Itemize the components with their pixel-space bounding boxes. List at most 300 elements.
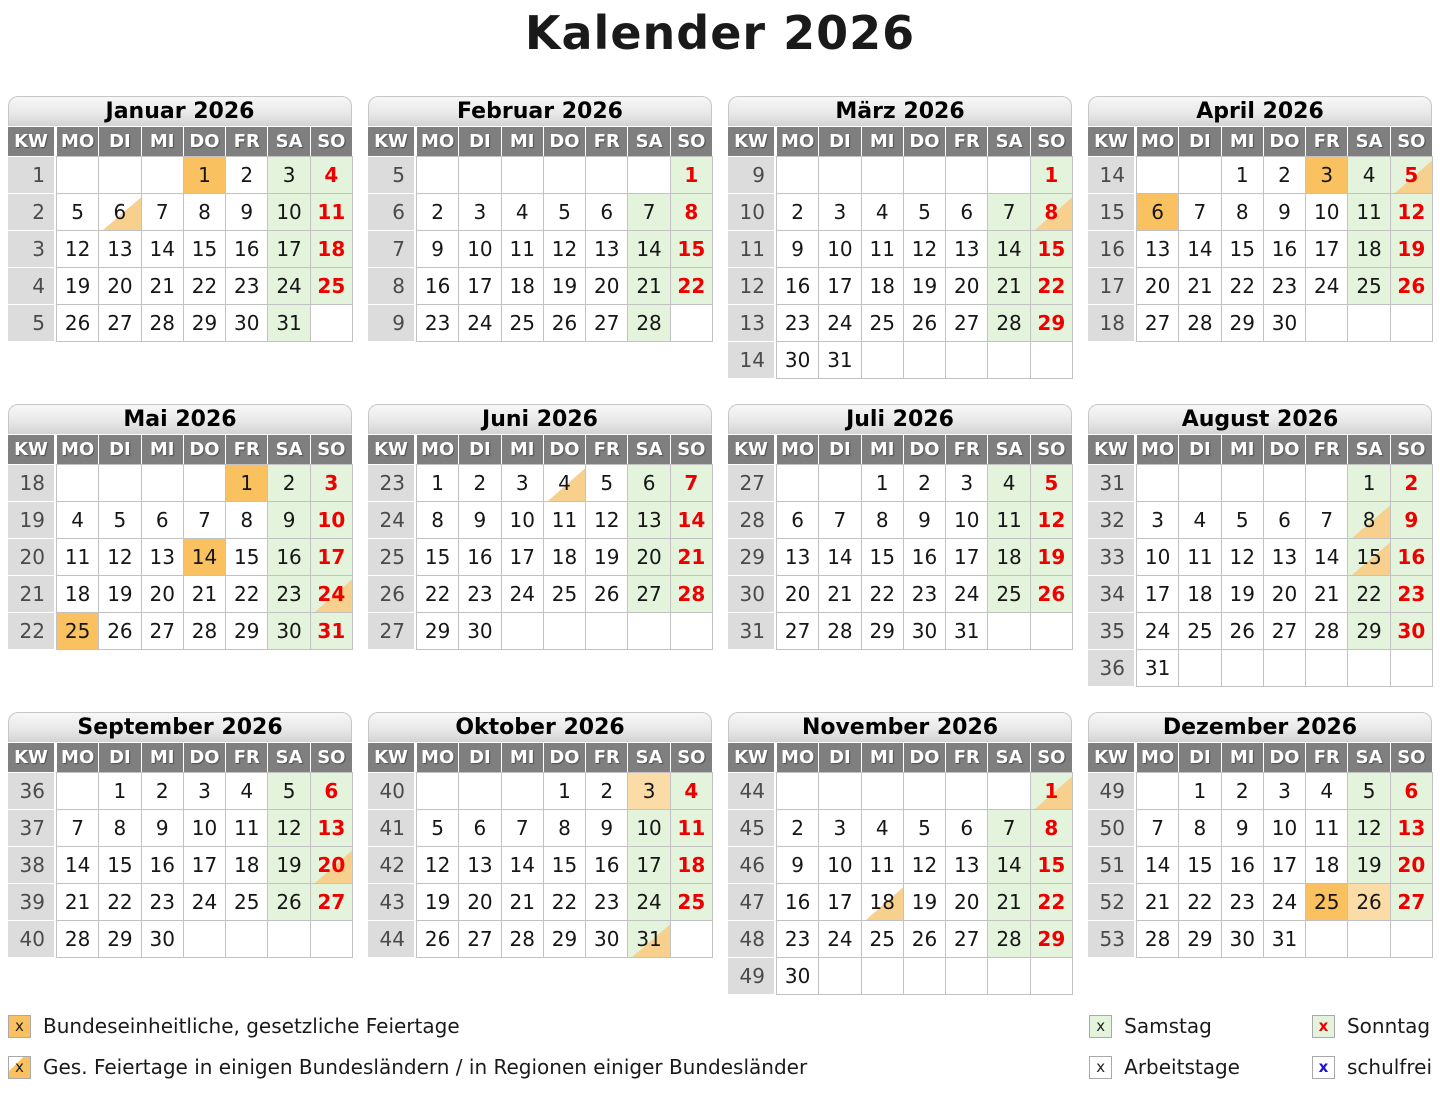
- week-number-cell: 49: [728, 958, 774, 994]
- day-cell: 26: [544, 305, 585, 341]
- day-cell: [819, 958, 860, 994]
- day-cell: 27: [459, 921, 500, 957]
- days-grid: [417, 435, 712, 649]
- day-cell: 13: [1391, 810, 1432, 846]
- day-cell: 23: [1264, 268, 1305, 304]
- month-title: Februar 2026: [368, 96, 712, 126]
- day-cell: 29: [226, 613, 267, 649]
- day-cell: 29: [1031, 305, 1072, 341]
- day-cell: 15: [1348, 539, 1389, 575]
- weekday-header-cell: FR: [586, 743, 627, 772]
- day-cell: 18: [57, 576, 98, 612]
- day-cell: 5: [544, 194, 585, 230]
- day-cell: [502, 773, 543, 809]
- week-number-cell: 37: [8, 810, 54, 846]
- day-cell: 11: [988, 502, 1029, 538]
- day-cell: 13: [1264, 539, 1305, 575]
- week-number-header: KW: [728, 743, 774, 772]
- months-grid: [0, 96, 1440, 1004]
- day-cell: 27: [946, 305, 987, 341]
- week-number-cell: 24: [368, 502, 414, 538]
- day-cell: 19: [544, 268, 585, 304]
- day-cell: 30: [459, 613, 500, 649]
- weekday-header-cell: DI: [819, 743, 860, 772]
- day-cell: 10: [502, 502, 543, 538]
- day-cell: 15: [1031, 847, 1072, 883]
- day-cell: 22: [1179, 884, 1220, 920]
- day-cell: 30: [777, 342, 818, 378]
- week-number-column: [1088, 127, 1134, 341]
- day-cell: 30: [777, 958, 818, 994]
- week-number-cell: 36: [8, 773, 54, 809]
- day-cell: 2: [777, 194, 818, 230]
- day-cell: 20: [628, 539, 669, 575]
- day-cell: 6: [142, 502, 183, 538]
- day-cell: 13: [142, 539, 183, 575]
- week-number-header: KW: [8, 127, 54, 156]
- weekday-header-cell: SO: [671, 127, 712, 156]
- weekday-header-cell: MI: [862, 127, 903, 156]
- week-number-cell: 2: [8, 194, 54, 230]
- day-cell: 6: [1264, 502, 1305, 538]
- day-cell: 4: [544, 465, 585, 501]
- day-cell: 29: [99, 921, 140, 957]
- day-cell: 11: [226, 810, 267, 846]
- legend-swatch-regional: x: [8, 1056, 31, 1079]
- day-cell: 11: [311, 194, 352, 230]
- day-cell: [1179, 465, 1220, 501]
- day-cell: [184, 465, 225, 501]
- week-number-cell: 13: [728, 305, 774, 341]
- day-cell: 26: [1031, 576, 1072, 612]
- day-cell: 31: [268, 305, 309, 341]
- day-cell: 4: [1179, 502, 1220, 538]
- day-cell: 23: [459, 576, 500, 612]
- week-number-cell: 12: [728, 268, 774, 304]
- day-cell: 16: [268, 539, 309, 575]
- day-cell: 22: [1031, 268, 1072, 304]
- day-cell: 30: [1264, 305, 1305, 341]
- day-cell: 10: [459, 231, 500, 267]
- day-cell: 4: [57, 502, 98, 538]
- day-cell: [1391, 650, 1432, 686]
- day-cell: [417, 773, 458, 809]
- month-calendar: [368, 712, 712, 957]
- day-cell: 28: [1137, 921, 1178, 957]
- weekday-header-cell: MO: [57, 743, 98, 772]
- day-cell: [1031, 958, 1072, 994]
- day-cell: [311, 305, 352, 341]
- day-cell: 18: [671, 847, 712, 883]
- weekday-header-cell: SA: [1348, 743, 1389, 772]
- day-cell: 23: [586, 884, 627, 920]
- day-cell: 7: [502, 810, 543, 846]
- weekday-header-cell: MI: [142, 435, 183, 464]
- day-cell: 24: [946, 576, 987, 612]
- day-cell: 3: [502, 465, 543, 501]
- day-cell: 3: [946, 465, 987, 501]
- weekday-header-cell: SA: [628, 435, 669, 464]
- day-cell: 28: [502, 921, 543, 957]
- day-cell: 2: [1264, 157, 1305, 193]
- weekday-header-cell: MO: [777, 743, 818, 772]
- day-cell: [544, 157, 585, 193]
- day-cell: [311, 921, 352, 957]
- day-cell: 19: [268, 847, 309, 883]
- day-cell: 22: [1031, 884, 1072, 920]
- day-cell: [862, 342, 903, 378]
- day-cell: 5: [904, 810, 945, 846]
- month-calendar: [1088, 96, 1432, 341]
- days-grid: [1137, 743, 1432, 957]
- legend-swatch-sunday: x: [1312, 1015, 1335, 1038]
- day-cell: 6: [946, 194, 987, 230]
- month-title: Juli 2026: [728, 404, 1072, 434]
- day-cell: 18: [311, 231, 352, 267]
- day-cell: 11: [1179, 539, 1220, 575]
- day-cell: 26: [1348, 884, 1389, 920]
- weekday-header-cell: FR: [586, 435, 627, 464]
- day-cell: 21: [57, 884, 98, 920]
- weekday-header-cell: DI: [99, 127, 140, 156]
- day-cell: 10: [1306, 194, 1347, 230]
- day-cell: [142, 157, 183, 193]
- day-cell: [502, 157, 543, 193]
- day-cell: [1179, 650, 1220, 686]
- day-cell: 27: [628, 576, 669, 612]
- legend-label: Sonntag: [1346, 1014, 1431, 1038]
- day-cell: 18: [544, 539, 585, 575]
- day-cell: [1179, 157, 1220, 193]
- day-cell: 7: [628, 194, 669, 230]
- day-cell: 30: [142, 921, 183, 957]
- week-number-cell: 32: [1088, 502, 1134, 538]
- legend-swatch-schoolfree: x: [1312, 1056, 1335, 1079]
- weekday-header-cell: FR: [946, 127, 987, 156]
- month-body: [728, 127, 1072, 378]
- weekday-header-cell: MO: [777, 435, 818, 464]
- day-cell: 26: [99, 613, 140, 649]
- day-cell: [1137, 465, 1178, 501]
- day-cell: 11: [502, 231, 543, 267]
- day-cell: 2: [268, 465, 309, 501]
- day-cell: 1: [184, 157, 225, 193]
- day-cell: [904, 342, 945, 378]
- day-cell: 11: [1306, 810, 1347, 846]
- week-number-cell: 41: [368, 810, 414, 846]
- day-cell: 22: [544, 884, 585, 920]
- week-number-cell: 45: [728, 810, 774, 846]
- weekday-header-cell: MI: [502, 127, 543, 156]
- day-cell: 4: [988, 465, 1029, 501]
- weekday-header-cell: FR: [1306, 435, 1347, 464]
- day-cell: 15: [862, 539, 903, 575]
- day-cell: 6: [459, 810, 500, 846]
- day-cell: 10: [184, 810, 225, 846]
- day-cell: 24: [819, 305, 860, 341]
- day-cell: 8: [184, 194, 225, 230]
- day-cell: 12: [1391, 194, 1432, 230]
- day-cell: 21: [628, 268, 669, 304]
- day-cell: [57, 157, 98, 193]
- week-number-cell: 50: [1088, 810, 1134, 846]
- day-cell: 18: [988, 539, 1029, 575]
- day-cell: 3: [1264, 773, 1305, 809]
- month-calendar: [728, 96, 1072, 378]
- day-cell: 19: [57, 268, 98, 304]
- day-cell: 6: [628, 465, 669, 501]
- day-cell: 14: [502, 847, 543, 883]
- day-cell: [671, 305, 712, 341]
- weekday-header-cell: FR: [586, 127, 627, 156]
- day-cell: 17: [502, 539, 543, 575]
- day-cell: 14: [988, 847, 1029, 883]
- day-cell: 15: [544, 847, 585, 883]
- month-body: [8, 743, 352, 957]
- day-cell: 23: [1391, 576, 1432, 612]
- day-cell: 5: [1348, 773, 1389, 809]
- day-cell: 3: [311, 465, 352, 501]
- day-cell: 28: [819, 613, 860, 649]
- day-cell: 22: [184, 268, 225, 304]
- day-cell: 9: [586, 810, 627, 846]
- day-cell: 8: [226, 502, 267, 538]
- day-cell: 19: [417, 884, 458, 920]
- day-cell: [226, 921, 267, 957]
- day-cell: 21: [184, 576, 225, 612]
- day-cell: 28: [988, 305, 1029, 341]
- week-number-cell: 20: [8, 539, 54, 575]
- weekday-header-cell: MO: [417, 743, 458, 772]
- month-calendar: [1088, 712, 1432, 957]
- day-cell: 26: [268, 884, 309, 920]
- day-cell: 17: [946, 539, 987, 575]
- month-title: Januar 2026: [8, 96, 352, 126]
- day-cell: 19: [1031, 539, 1072, 575]
- day-cell: 4: [862, 194, 903, 230]
- day-cell: 21: [1306, 576, 1347, 612]
- week-number-cell: 8: [368, 268, 414, 304]
- day-cell: [142, 465, 183, 501]
- month-body: [368, 743, 712, 957]
- day-cell: 16: [586, 847, 627, 883]
- day-cell: 16: [777, 268, 818, 304]
- week-number-cell: 29: [728, 539, 774, 575]
- weekday-header-cell: DO: [544, 127, 585, 156]
- day-cell: 25: [1306, 884, 1347, 920]
- week-number-cell: 27: [368, 613, 414, 649]
- weekday-header-cell: FR: [946, 743, 987, 772]
- week-number-cell: 42: [368, 847, 414, 883]
- day-cell: 22: [1348, 576, 1389, 612]
- day-cell: 22: [671, 268, 712, 304]
- day-cell: [1222, 465, 1263, 501]
- weekday-header-cell: MO: [1137, 743, 1178, 772]
- weekday-header-cell: MI: [1222, 127, 1263, 156]
- day-cell: [777, 465, 818, 501]
- day-cell: 11: [862, 847, 903, 883]
- day-cell: [1264, 650, 1305, 686]
- day-cell: [57, 773, 98, 809]
- month-title: August 2026: [1088, 404, 1432, 434]
- week-number-cell: 28: [728, 502, 774, 538]
- day-cell: 26: [1391, 268, 1432, 304]
- day-cell: 26: [904, 305, 945, 341]
- day-cell: 18: [1348, 231, 1389, 267]
- day-cell: 8: [1222, 194, 1263, 230]
- day-cell: [1348, 650, 1389, 686]
- day-cell: 25: [544, 576, 585, 612]
- legend-label: Ges. Feiertage in einigen Bundesländern / in Regionen einiger Bundesländer: [43, 1055, 808, 1079]
- day-cell: 13: [777, 539, 818, 575]
- day-cell: 27: [1391, 884, 1432, 920]
- day-cell: [544, 613, 585, 649]
- day-cell: 13: [311, 810, 352, 846]
- day-cell: 14: [1306, 539, 1347, 575]
- day-cell: 25: [226, 884, 267, 920]
- day-cell: 24: [1306, 268, 1347, 304]
- day-cell: 8: [417, 502, 458, 538]
- day-cell: [946, 773, 987, 809]
- day-cell: [1391, 921, 1432, 957]
- day-cell: 16: [777, 884, 818, 920]
- day-cell: 12: [1031, 502, 1072, 538]
- week-number-cell: 5: [8, 305, 54, 341]
- weekday-header-cell: SA: [268, 127, 309, 156]
- weekday-header-cell: FR: [226, 435, 267, 464]
- day-cell: 17: [628, 847, 669, 883]
- day-cell: 1: [544, 773, 585, 809]
- weekday-header-cell: MO: [417, 127, 458, 156]
- week-number-cell: 51: [1088, 847, 1134, 883]
- day-cell: 7: [1137, 810, 1178, 846]
- weekday-header-cell: MI: [1222, 435, 1263, 464]
- month-body: [8, 435, 352, 649]
- day-cell: 24: [311, 576, 352, 612]
- day-cell: 20: [946, 268, 987, 304]
- week-number-cell: 31: [1088, 465, 1134, 501]
- week-number-cell: 34: [1088, 576, 1134, 612]
- day-cell: 31: [311, 613, 352, 649]
- month-body: [1088, 127, 1432, 341]
- day-cell: 20: [777, 576, 818, 612]
- day-cell: [1306, 465, 1347, 501]
- week-number-header: KW: [1088, 127, 1134, 156]
- day-cell: 25: [1348, 268, 1389, 304]
- day-cell: 8: [1031, 194, 1072, 230]
- day-cell: 9: [268, 502, 309, 538]
- day-cell: 5: [268, 773, 309, 809]
- day-cell: 21: [988, 268, 1029, 304]
- weekday-header-cell: SA: [628, 743, 669, 772]
- week-number-cell: 30: [728, 576, 774, 612]
- day-cell: 21: [1137, 884, 1178, 920]
- day-cell: 20: [1137, 268, 1178, 304]
- day-cell: 27: [1137, 305, 1178, 341]
- day-cell: 23: [226, 268, 267, 304]
- weekday-header-cell: DO: [904, 127, 945, 156]
- month-body: [1088, 743, 1432, 957]
- weekday-header-cell: FR: [1306, 127, 1347, 156]
- day-cell: 30: [1391, 613, 1432, 649]
- day-cell: 10: [268, 194, 309, 230]
- weekday-header-cell: MI: [502, 435, 543, 464]
- day-cell: [988, 613, 1029, 649]
- month-title: März 2026: [728, 96, 1072, 126]
- day-cell: 7: [988, 194, 1029, 230]
- day-cell: [988, 773, 1029, 809]
- day-cell: 9: [226, 194, 267, 230]
- weekday-header-cell: DI: [459, 743, 500, 772]
- week-number-header: KW: [368, 435, 414, 464]
- month-calendar: [368, 404, 712, 649]
- day-cell: 19: [1391, 231, 1432, 267]
- day-cell: 13: [946, 231, 987, 267]
- day-cell: 12: [1348, 810, 1389, 846]
- week-number-column: [368, 127, 414, 341]
- day-cell: 24: [268, 268, 309, 304]
- weekday-header-cell: DI: [1179, 743, 1220, 772]
- weekday-header-cell: DO: [904, 435, 945, 464]
- legend-label: Samstag: [1124, 1014, 1212, 1038]
- legend-swatch-holiday: x: [8, 1015, 31, 1038]
- week-number-cell: 49: [1088, 773, 1134, 809]
- day-cell: 29: [1222, 305, 1263, 341]
- week-number-header: KW: [1088, 743, 1134, 772]
- weekday-header-cell: MO: [57, 435, 98, 464]
- month-body: [728, 435, 1072, 649]
- month-title: November 2026: [728, 712, 1072, 742]
- day-cell: 20: [586, 268, 627, 304]
- day-cell: 1: [671, 157, 712, 193]
- month-calendar: [1088, 404, 1432, 686]
- weekday-header-cell: FR: [226, 743, 267, 772]
- weekday-header-cell: SA: [628, 127, 669, 156]
- day-cell: 5: [417, 810, 458, 846]
- day-cell: [988, 157, 1029, 193]
- day-cell: [671, 613, 712, 649]
- day-cell: 27: [946, 921, 987, 957]
- page-title: Kalender 2026: [524, 6, 916, 60]
- day-cell: 16: [1264, 231, 1305, 267]
- weekday-header-cell: SO: [1031, 127, 1072, 156]
- day-cell: 1: [417, 465, 458, 501]
- day-cell: 12: [417, 847, 458, 883]
- day-cell: 12: [57, 231, 98, 267]
- week-number-cell: 1: [8, 157, 54, 193]
- day-cell: 15: [226, 539, 267, 575]
- day-cell: 14: [1179, 231, 1220, 267]
- day-cell: 10: [311, 502, 352, 538]
- day-cell: [1222, 650, 1263, 686]
- day-cell: 16: [142, 847, 183, 883]
- day-cell: 14: [671, 502, 712, 538]
- day-cell: 24: [1264, 884, 1305, 920]
- day-cell: 27: [311, 884, 352, 920]
- day-cell: 18: [1306, 847, 1347, 883]
- day-cell: 21: [819, 576, 860, 612]
- month-title: Juni 2026: [368, 404, 712, 434]
- day-cell: 8: [1031, 810, 1072, 846]
- day-cell: 4: [862, 810, 903, 846]
- day-cell: 26: [57, 305, 98, 341]
- day-cell: 12: [1222, 539, 1263, 575]
- day-cell: 23: [1222, 884, 1263, 920]
- weekday-header-cell: SA: [1348, 127, 1389, 156]
- day-cell: 9: [1222, 810, 1263, 846]
- day-cell: 6: [777, 502, 818, 538]
- day-cell: 9: [904, 502, 945, 538]
